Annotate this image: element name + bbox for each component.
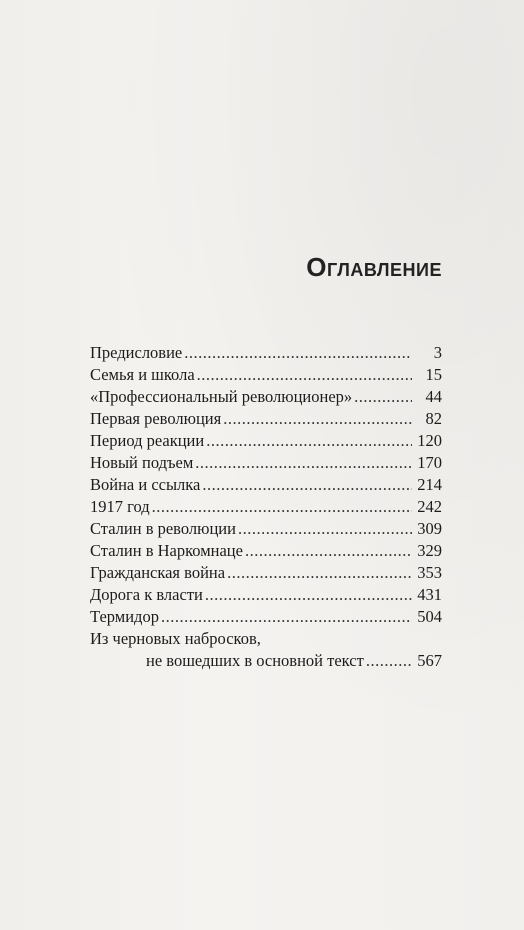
dot-leader [245,540,412,562]
toc-entry-title-line1: Из черновых набросков, [90,629,261,648]
toc-entry [90,474,442,496]
dot-leader [202,474,412,496]
toc-entry [90,584,442,606]
toc-entry-title: Дорога к власти [90,585,203,604]
toc-entry [90,540,442,562]
toc-entry-page: 242 [417,497,442,516]
toc-entry-title-line2-row [90,650,442,672]
toc-entry-page: 353 [417,563,442,582]
toc-entry-page: 120 [417,431,442,450]
toc-entry-title: 1917 год [90,497,150,516]
dot-leader [205,584,412,606]
toc-entry-title: Первая революция [90,409,222,428]
dot-leader [184,342,412,364]
toc-entry-page: 214 [417,475,442,494]
toc-entry-title: Сталин в революции [90,519,236,538]
toc-entry-title: Сталин в Наркомнаце [90,541,243,560]
toc-entry-page: 504 [417,607,442,626]
toc-entry [90,430,442,452]
toc-entry-page: 309 [417,519,442,538]
toc-entry-title-line2: не вошедших в основной текст [146,651,364,670]
toc-entry [90,342,442,364]
toc-entry-page: 170 [417,453,442,472]
toc-entry-page: 3 [433,343,442,362]
toc-entry-page: 44 [425,387,442,406]
toc-entry-page: 82 [425,409,442,428]
dot-leader [354,386,412,408]
toc-entry-title: Семья и школа [90,365,195,384]
toc-entry [90,452,442,474]
toc-entry [90,364,442,386]
toc-entry-title: «Профессиональный революционер» [90,387,353,406]
toc-entry [90,386,442,408]
toc-entry-title: Война и ссылка [90,475,201,494]
dot-leader [223,408,412,430]
toc-entry-page: 15 [425,365,442,384]
dot-leader [152,496,412,518]
dot-leader [195,452,412,474]
toc-entry-title: Термидор [90,607,159,626]
toc-entry [90,496,442,518]
toc-entry-page: 329 [417,541,442,560]
toc-entry [90,606,442,628]
toc-entry-page: 431 [417,585,442,604]
dot-leader [366,650,412,672]
toc-entry-title: Гражданская война [90,563,226,582]
toc-entry-page: 567 [417,651,442,670]
dot-leader [161,606,412,628]
page-title: Оглавление [306,252,442,282]
toc-entry-title: Период реакции [90,431,205,450]
toc-entry [90,518,442,540]
toc-entry-title: Новый подъем [90,453,194,472]
toc-entry [90,408,442,430]
table-of-contents [90,342,442,672]
toc-entry [90,562,442,584]
dot-leader [197,364,412,386]
toc-entry-title: Предисловие [90,343,183,362]
dot-leader [206,430,412,452]
dot-leader [238,518,412,540]
toc-entry [90,628,442,672]
dot-leader [227,562,412,584]
